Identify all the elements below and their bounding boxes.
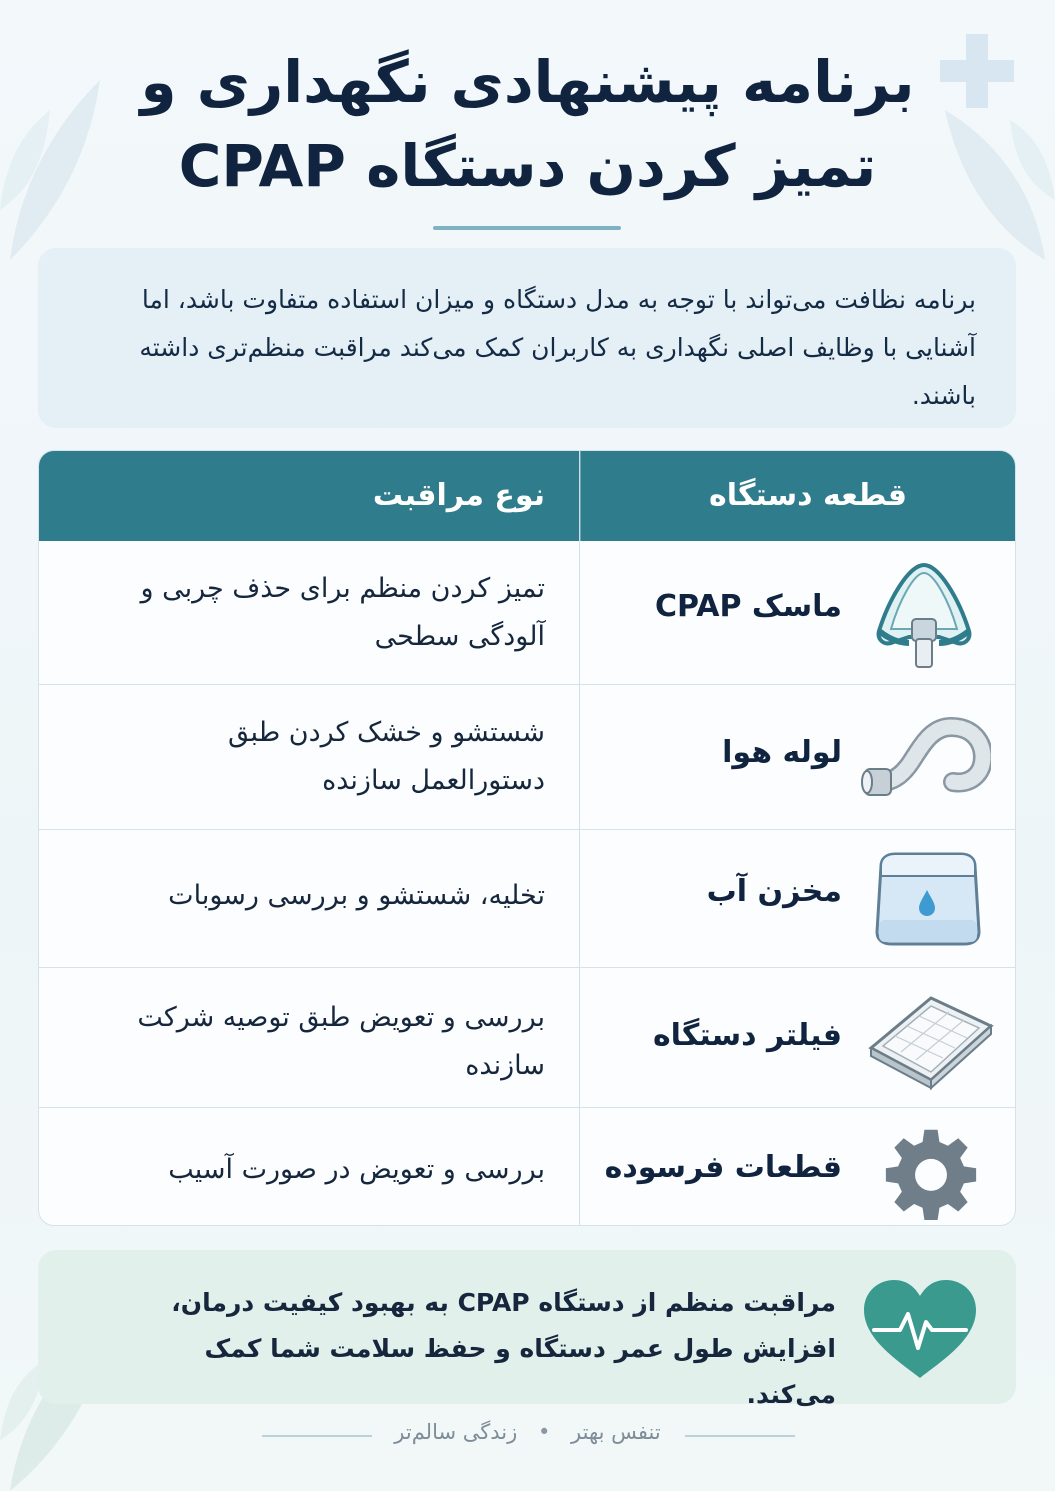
part-name: قطعات فرسوده: [604, 1150, 842, 1185]
footer-note: [38, 1250, 1016, 1409]
header-care: نوع مراقبت: [372, 478, 545, 513]
maintenance-table: [38, 450, 1016, 1226]
table-row: [39, 684, 1016, 830]
title-line-1: برنامه پیشنهادی نگهداری و: [140, 48, 915, 116]
part-name: ماسک CPAP: [655, 589, 842, 624]
hose-icon: [861, 707, 991, 807]
gear-icon: [884, 1126, 978, 1220]
part-name: لوله هوا: [722, 735, 842, 770]
intro-box: [38, 248, 1016, 428]
footer-text: مراقبت منظم از دستگاه CPAP به بهبود کیفیت درمان، افزایش طول عمر دستگاه و حفظ سلامت شما کمک می‌کند.: [171, 1288, 836, 1409]
care-text: بررسی و تعویض طبق توصیه شرکت سازنده: [137, 1002, 545, 1081]
tagline-dot: •: [537, 1420, 551, 1444]
care-text: تمیز کردن منظم برای حذف چربی و آلودگی سطحی: [140, 573, 545, 652]
table-row: [39, 1107, 1016, 1226]
water-tank-icon: [867, 848, 989, 948]
header-part: قطعه دستگاه: [708, 478, 907, 513]
table-row: [39, 967, 1016, 1108]
title-underline: [433, 226, 621, 230]
table-row: [39, 541, 1016, 684]
table-header: [39, 451, 1016, 541]
table-row: [39, 829, 1016, 968]
care-text: بررسی و تعویض در صورت آسیب: [168, 1154, 545, 1185]
heart-pulse-icon: [860, 1278, 980, 1382]
part-name: مخزن آب: [706, 874, 842, 909]
filter-icon: [861, 988, 997, 1092]
intro-text: برنامه نظافت می‌تواند با توجه به مدل دستگاه و میزان استفاده متفاوت باشد، اما آشنایی با وظایف اصلی نگهداری به کاربران کمک می‌کند مراقبت منظم‌تری داشته باشند.: [139, 285, 976, 410]
care-text: شستشو و خشک کردن طبق دستورالعمل سازنده: [228, 717, 545, 796]
tagline-right: زندگی سالم‌تر: [394, 1420, 518, 1444]
page-title: [0, 40, 1055, 208]
part-name: فیلتر دستگاه: [652, 1018, 842, 1053]
tagline-left: تنفس بهتر: [571, 1420, 661, 1444]
mask-icon: [869, 559, 979, 674]
tagline: [0, 1420, 1055, 1444]
title-line-2: تمیز کردن دستگاه CPAP: [178, 132, 877, 200]
care-text: تخلیه، شستشو و بررسی رسوبات: [168, 880, 545, 911]
